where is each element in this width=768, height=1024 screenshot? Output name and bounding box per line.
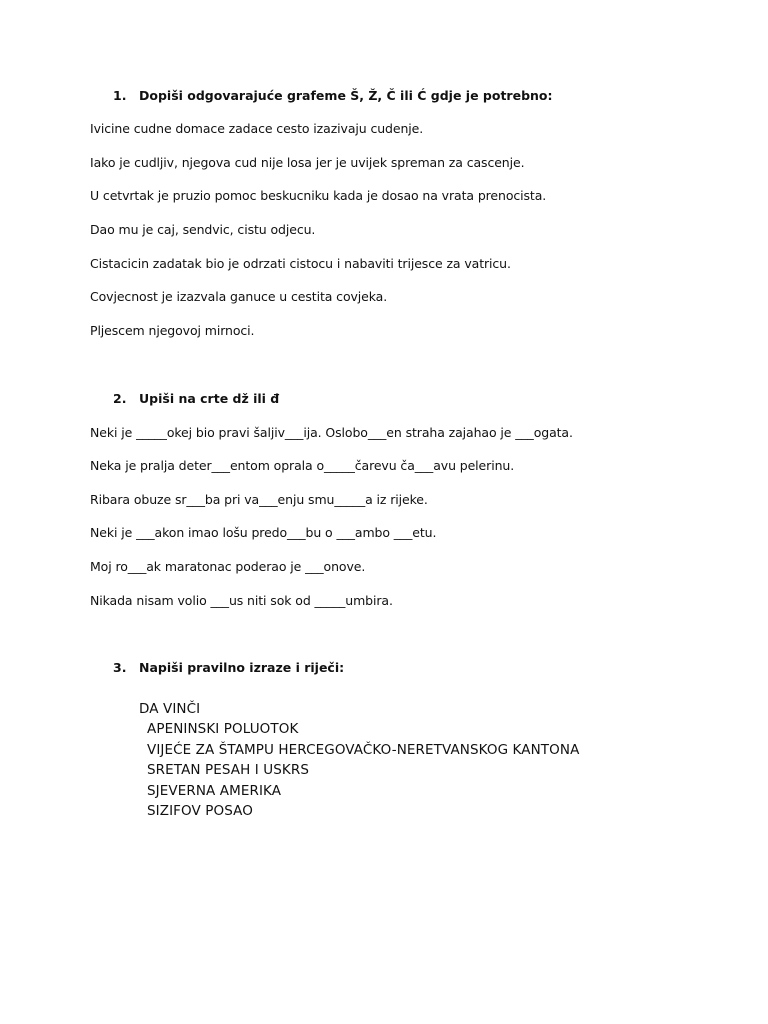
- section-2-heading: [113, 391, 279, 406]
- section-1-line: Dao mu je caj, sendvic, cistu odjecu.: [90, 222, 316, 237]
- section-3-item: DA VINČI: [139, 701, 201, 717]
- section-1-line: Covjecnost je izazvala ganuce u cestita covjeka.: [90, 289, 388, 304]
- section-3-item: VIJEĆE ZA ŠTAMPU HERCEGOVAČKO-NERETVANSKOG KANTONA: [147, 742, 580, 758]
- section-3-item: SIZIFOV POSAO: [147, 803, 253, 819]
- section-1-line: Iako je cudljiv, njegova cud nije losa jer je uvijek spreman za cascenje.: [90, 155, 525, 170]
- section-1-line: U cetvrtak je pruzio pomoc beskucniku kada je dosao na vrata prenocista.: [90, 188, 547, 203]
- section-3-item: APENINSKI POLUOTOK: [147, 721, 299, 737]
- section-2-title: Upiši na crte dž ili đ: [139, 391, 280, 406]
- section-3-heading: [113, 660, 344, 675]
- section-2-line: Neki je ___akon imao lošu predo___bu o ___ambo ___etu.: [90, 525, 437, 540]
- section-1-line: Cistacicin zadatak bio je odrzati cistocu i nabaviti trijesce za vatricu.: [90, 256, 511, 271]
- section-2-line: Neki je _____okej bio pravi šaljiv___ija. Oslobo___en straha zajahao je ___ogata.: [90, 425, 573, 440]
- section-1-number: 1.: [113, 88, 127, 103]
- section-2-number: 2.: [113, 391, 127, 406]
- section-1-heading: [113, 88, 553, 103]
- section-2-line: Nikada nisam volio ___us niti sok od _____umbira.: [90, 593, 393, 608]
- section-1-line: Pljescem njegovoj mirnoci.: [90, 323, 255, 338]
- section-3-title: Napiši pravilno izraze i riječi:: [139, 660, 345, 675]
- section-1-line: Ivicine cudne domace zadace cesto izazivaju cudenje.: [90, 121, 424, 136]
- section-2-line: Ribara obuze sr___ba pri va___enju smu_____a iz rijeke.: [90, 492, 428, 507]
- section-2-line: Moj ro___ak maratonac poderao je ___onove.: [90, 559, 366, 574]
- section-3-item: SRETAN PESAH I USKRS: [147, 762, 309, 778]
- section-2-line: Neka je pralja deter___entom oprala o_____čarevu ča___avu pelerinu.: [90, 458, 515, 473]
- section-3-number: 3.: [113, 660, 127, 675]
- section-1-title: Dopiši odgovarajuće grafeme Š, Ž, Č ili Ć gdje je potrebno:: [139, 88, 553, 103]
- section-3-item: SJEVERNA AMERIKA: [147, 783, 282, 799]
